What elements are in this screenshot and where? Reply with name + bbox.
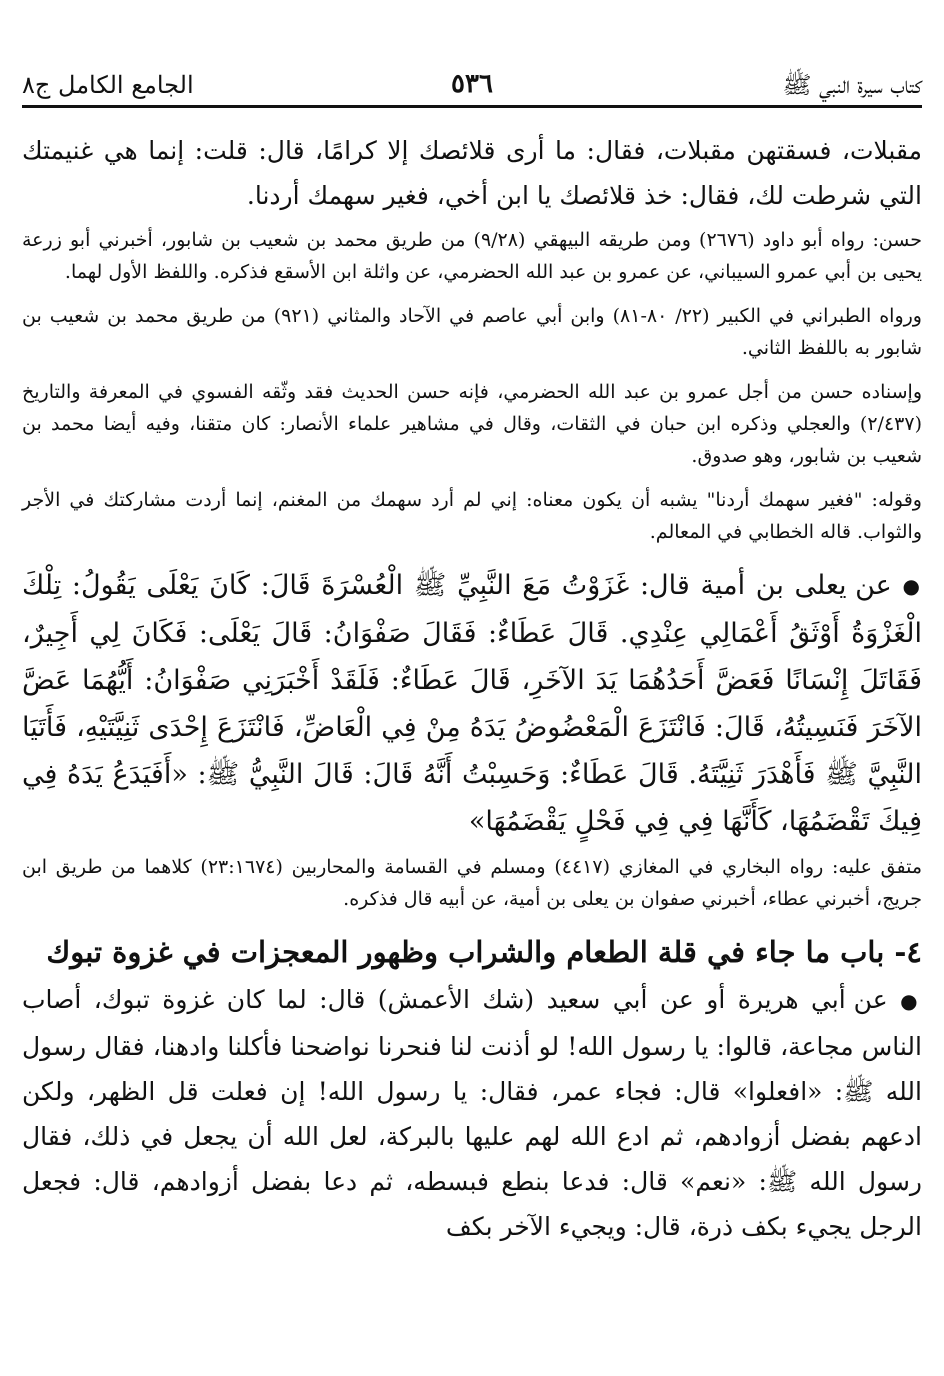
hadith-tabuk-text: عن أبي هريرة أو عن أبي سعيد (شك الأعمش) قال: لما كان غزوة تبوك، أصاب الناس مجاعة، قالوا: يا رسول الله! لو أذنت لنا فنحرنا نواضحنا فأكلنا وادهنا، فقال رسول الله ﷺ: «افعلوا» قال: فجاء عمر، فقال: يا رسول الله! إن فعلت قل الظهر، ولكن ادعهم بفضل أزوادهم، ثم ادع الله لهم عليها بالبركة، لعل الله أن يجعل في ذلك، فقال رسول الله ﷺ: «نعم» قال: فدعا بنطع فبسطه، ثم دعا بفضل أزوادهم، قال: فجعل الرجل يجيء بكف ذرة، قال: ويجيء الآخر بكف <box>22 985 923 1241</box>
page-number: ٥٣٦ <box>451 69 493 99</box>
bullet-icon: ● <box>902 574 922 598</box>
footnote-takhrij-4: وقوله: "فغير سهمك أردنا" يشبه أن يكون معناه: إني لم أرد سهمك من المغنم، إنما أردت مشاركتك في الأجر والثواب. قاله الخطابي في المعالم. <box>22 489 922 543</box>
bullet-icon: ● <box>900 989 922 1013</box>
running-header <box>22 56 922 108</box>
header-book-title: كتاب سيرة النبي ﷺ <box>782 71 922 99</box>
page-content <box>22 128 922 1249</box>
footnote-takhrij-2: ورواه الطبراني في الكبير (٢٢/ ٨٠-٨١) وابن أبي عاصم في الآحاد والمثاني (٩٢١) من طريق محمد بن شعيب بن شابور به باللفظ الثاني. <box>22 305 922 359</box>
hadith-yala-text: عن يعلى بن أمية قال: غَزَوْتُ مَعَ النَّبِيِّ ﷺ الْعُسْرَةَ قَالَ: كَانَ يَعْلَى يَقُولُ: تِلْكَ الْغَزْوَةُ أَوْثَقُ أَعْمَالِي عِنْدِي. قَالَ عَطَاءٌ: فَقَالَ صَفْوَانُ: قَالَ يَعْلَى: فَكَانَ لِي أَجِيرٌ، فَقَاتَلَ إِنْسَانًا فَعَضَّ أَحَدُهُمَا يَدَ الآخَرِ، قَالَ عَطَاءٌ: فَلَقَدْ أَخْبَرَنِي صَفْوَانُ: أَيُّهُمَا عَضَّ الآخَرَ فَنَسِيتُهُ، قَالَ: فَانْتَزَعَ الْمَعْضُوضُ يَدَهُ مِنْ فِي الْعَاضِّ، فَانْتَزَعَ إِحْدَى ثَنِيَّتَيْهِ، فَأَتَيَا النَّبِيَّ ﷺ فَأَهْدَرَ ثَنِيَّتَهُ. قَالَ عَطَاءٌ: وَحَسِبْتُ أَنَّهُ قَالَ: قَالَ النَّبِيُّ ﷺ: «أَفَيَدَعُ يَدَهُ فِي فِيكَ تَقْضَمُهَا، كَأَنَّهَا فِي فِي فَحْلٍ يَقْضَمُهَا» <box>22 570 922 837</box>
chapter-heading: ٤- باب ما جاء في قلة الطعام والشراب وظهور المعجزات في غزوة تبوك <box>46 935 922 969</box>
hadith-yala-paragraph <box>22 562 922 845</box>
footnote-takhrij-5: متفق عليه: رواه البخاري في المغازي (٤٤١٧) ومسلم في القسامة والمحاربين (٢٣:١٦٧٤) كلاهما من طريق ابن جريج، أخبرني عطاء، أخبرني صفوان بن يعلى بن أمية، عن أبيه قال فذكره. <box>22 856 922 910</box>
header-volume-title: الجامع الكامل ج٨ <box>22 71 194 99</box>
hadith-tabuk-paragraph <box>22 977 922 1249</box>
footnote-takhrij-3: وإسناده حسن من أجل عمرو بن عبد الله الحضرمي، فإنه حسن الحديث فقد وثّقه الفسوي في المعرفة والتاريخ (٢/٤٣٧) والعجلي وذكره ابن حبان في الثقات، وقال في مشاهير علماء الأنصار: كان متقنا، وفيه أيضا محمد بن شعيب بن شابور، وهو صدوق. <box>22 381 922 467</box>
hadith-text-continued: مقبلات، فسقتهن مقبلات، فقال: ما أرى قلائصك إلا كرامًا، قال: قلت: إنما هي غنيمتك التي شرطت لك، فقال: خذ قلائصك يا ابن أخي، فغير سهمك أردنا. <box>22 136 922 210</box>
footnote-takhrij-1: حسن: رواه أبو داود (٢٦٧٦) ومن طريقه البيهقي (٩/٢٨) من طريق محمد بن شعيب بن شابور، أخبرني أبو زرعة يحيى بن أبي عمرو السيباني، عن عمرو بن عبد الله الحضرمي، عن واثلة ابن الأسقع فذكره. واللفظ الأول لهما. <box>22 229 923 283</box>
